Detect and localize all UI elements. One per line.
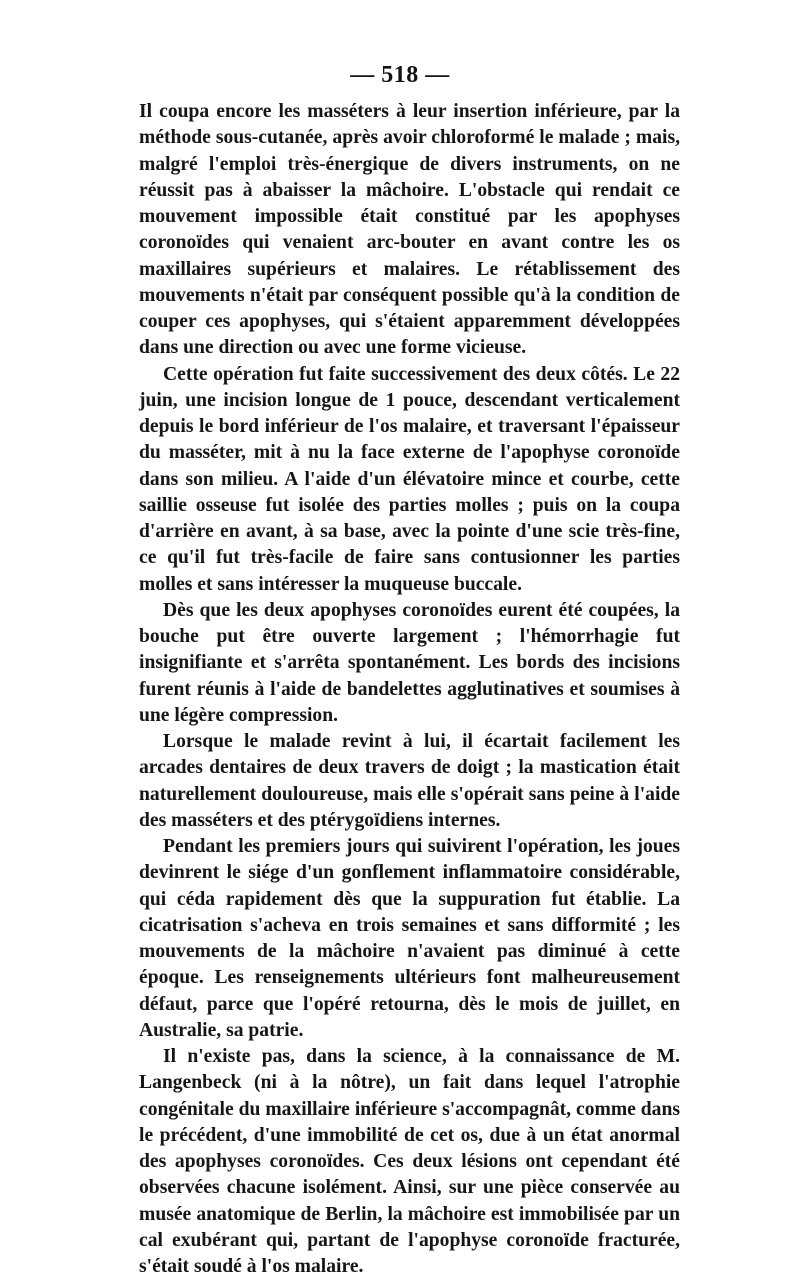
- body-text: [139, 99, 680, 1280]
- paragraph: Il n'existe pas, dans la science, à la connaissance de M. Langenbeck (ni à la nôtre), un fait dans lequel l'atrophie congénitale du maxillaire inférieure s'accompagnât, comme dans le précédent, d'une immobilité de cet os, due à un état anormal des apophyses coronoïdes. Ces deux lésions ont cependant été observées chacune isolément. Ainsi, sur une pièce conservée au musée anatomique de Berlin, la mâchoire est immobilisée par un cal exubérant qui, partant de l'apophyse coronoïde fracturée, s'était soudé à l'os malaire.: [139, 1046, 680, 1277]
- paragraph: Lorsque le malade revint à lui, il écartait facilement les arcades dentaires de deux travers de doigt ; la mastication était naturellement douloureuse, mais elle s'opérait sans peine à l'aide des masséters et des ptérygoïdiens internes.: [139, 731, 680, 831]
- paragraph: Pendant les premiers jours qui suivirent l'opération, les joues devinrent le siége d'un gonflement inflammatoire considérable, qui céda rapidement dès que la suppuration fut établie. La cicatrisation s'acheva en trois semaines et sans difformité ; les mouvements de la mâchoire n'avaient pas diminué à cette époque. Les renseignements ultérieurs font malheureusement défaut, parce que l'opéré retourna, dès le mois de juillet, en Australie, sa patrie.: [139, 836, 680, 1041]
- paragraph: Il coupa encore les masséters à leur insertion inférieure, par la méthode sous-cutanée, après avoir chloroformé le malade ; mais, malgré l'emploi très-énergique de divers instruments, on ne réussit pas à abaisser la mâchoire. L'obstacle qui rendait ce mouvement impossible était constitué par les apophyses coronoïdes qui venaient arc-bouter en avant contre les os maxillaires supérieurs et malaires. Le rétablissement des mouvements n'était par conséquent possible qu'à la condition de couper ces apophyses, qui s'étaient apparemment développées dans une direction ou avec une forme vicieuse.: [139, 101, 680, 359]
- paragraph: Cette opération fut faite successivement des deux côtés. Le 22 juin, une incision longue de 1 pouce, descendant verticalement depuis le bord inférieur de l'os malaire, et traversant l'épaisseur du masséter, mit à nu la face externe de l'apophyse coronoïde dans son milieu. A l'aide d'un élévatoire mince et courbe, cette saillie osseuse fut isolée des parties molles ; puis on la coupa d'arrière en avant, à sa base, avec la pointe d'une scie très-fine, ce qu'il fut très-facile de faire sans contusionner les parties molles et sans intéresser la muqueuse buccale.: [139, 363, 680, 595]
- page-number: — 518 —: [350, 62, 450, 88]
- paragraph: Dès que les deux apophyses coronoïdes eurent été coupées, la bouche put être ouverte largement ; l'hémorrhagie fut insignifiante et s'arrêta spontanément. Les bords des incisions furent réunis à l'aide de bandelettes agglutinatives et soumises à une légère compression.: [139, 599, 680, 726]
